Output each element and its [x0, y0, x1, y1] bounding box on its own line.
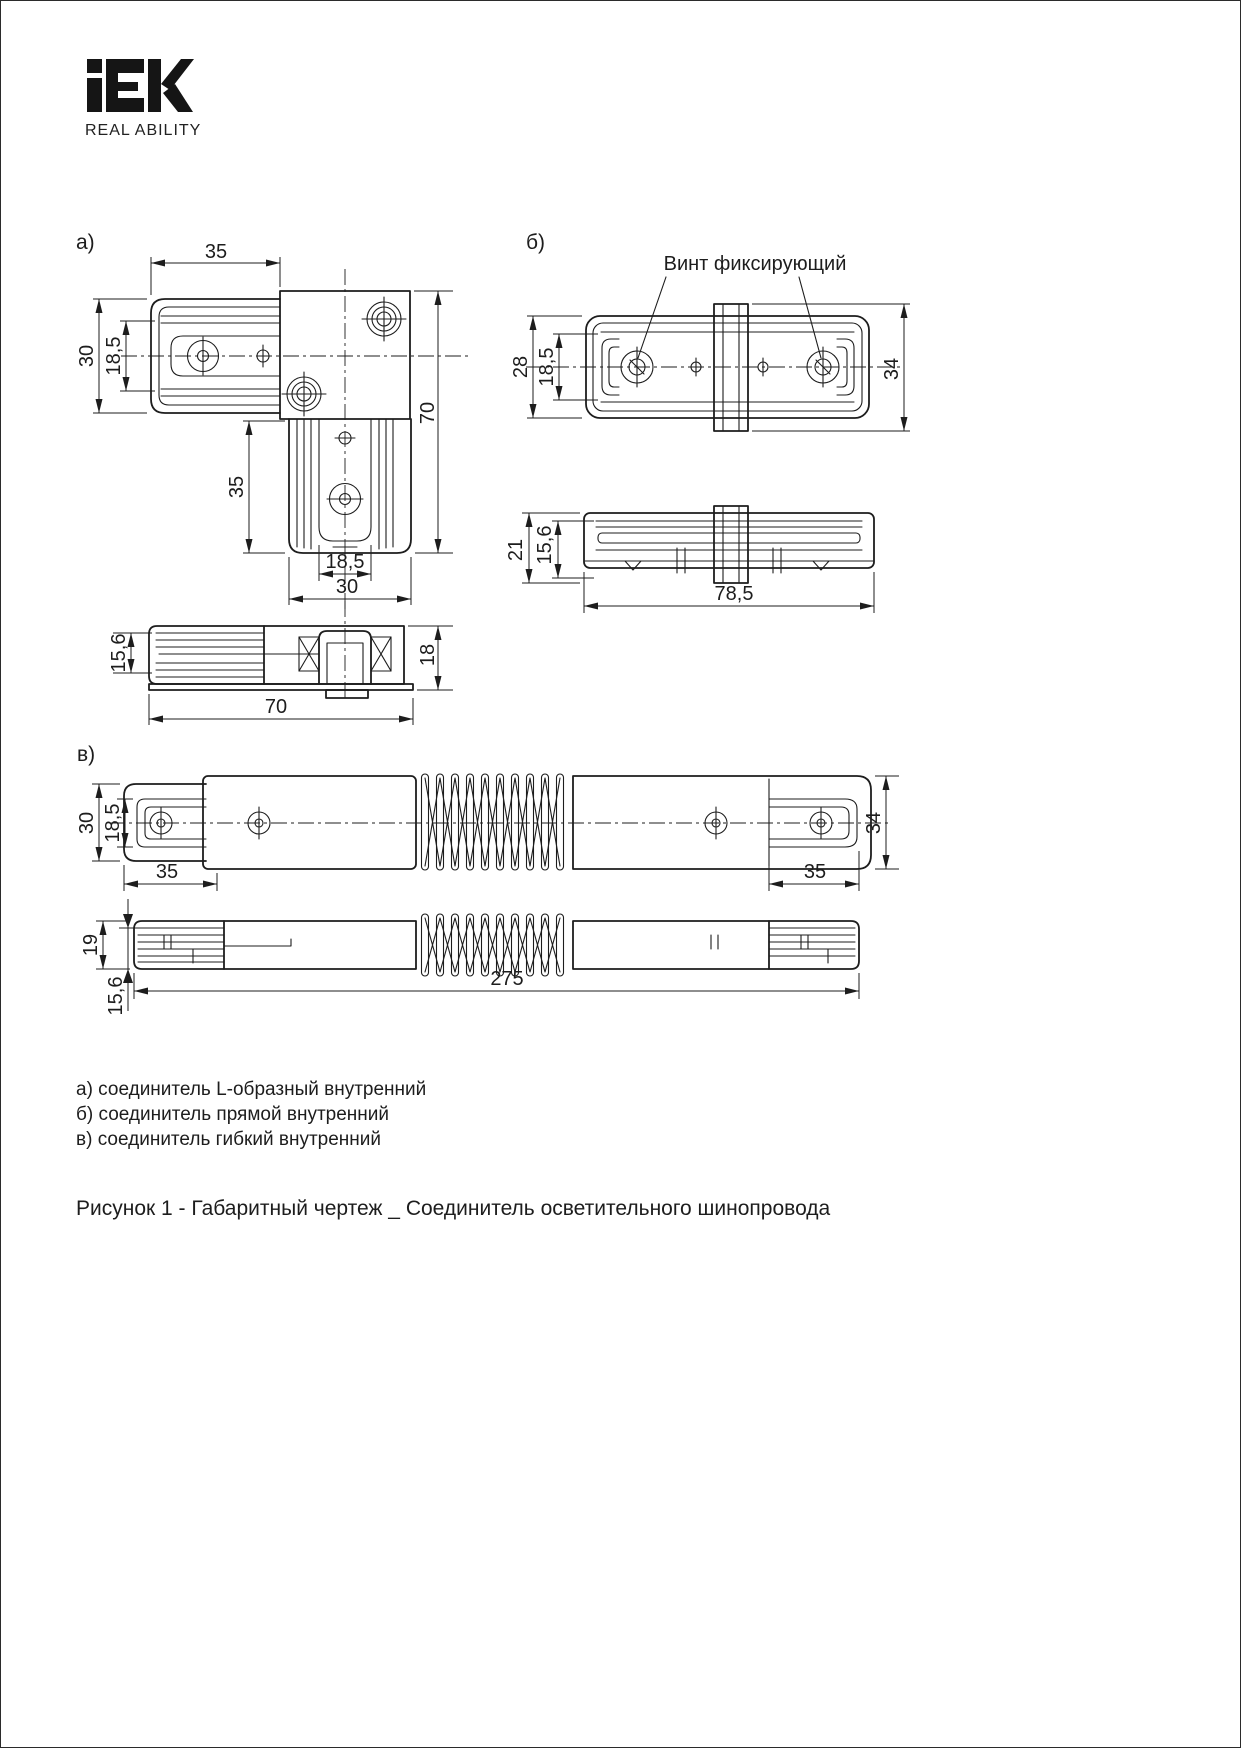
figure-a-section-hatch-right — [371, 637, 391, 671]
figure-a-label: а) — [76, 231, 95, 254]
figure-b-top-view — [526, 304, 901, 431]
figure-b-side-view — [584, 506, 874, 583]
dim-a-outer-height: 30 — [76, 344, 98, 368]
logo-tagline: REAL ABILITY — [85, 122, 202, 139]
dim-v-inner-height: 18,5 — [102, 803, 124, 843]
figure-b-screw-note: Винт фиксирующий — [663, 253, 847, 275]
dim-a-side-inner-height: 15,6 — [108, 633, 130, 673]
dim-v-outer-height: 30 — [76, 811, 98, 835]
figure-b-leader-lines — [638, 277, 821, 358]
figure-v — [76, 743, 899, 1015]
figure-item-captions — [76, 1077, 426, 1152]
dim-a-total-height: 70 — [417, 401, 439, 425]
dim-a-side-height: 18 — [417, 643, 439, 667]
dim-v-side-height: 19 — [80, 933, 102, 957]
dim-v-body-height: 34 — [863, 811, 885, 835]
figure-a — [76, 231, 471, 725]
dim-b-side-inner-height: 15,6 — [534, 525, 556, 565]
figure-v-bellows-top — [422, 774, 564, 870]
dim-v-right-end-width: 35 — [803, 861, 827, 883]
figure-v-side-view — [134, 914, 859, 976]
dim-a-inner-height: 18,5 — [103, 336, 125, 376]
figure-b-label: б) — [526, 231, 546, 254]
dim-b-tab-height: 34 — [881, 357, 903, 381]
dim-b-side-height: 21 — [505, 538, 527, 562]
caption-item-v: в) соединитель гибкий внутренний — [76, 1129, 382, 1150]
figure-a-side-view — [149, 601, 413, 701]
figure-v-bellows-side — [422, 914, 564, 976]
dim-b-length: 78,5 — [714, 583, 754, 605]
dim-a-side-length: 70 — [264, 696, 288, 718]
figure-caption: Рисунок 1 - Габаритный чертеж _ Соединитель осветительного шинопровода — [76, 1197, 831, 1220]
figure-a-screw-top — [362, 297, 406, 341]
figure-v-top-view — [109, 774, 889, 870]
figure-v-dimensions — [76, 776, 899, 1015]
figure-a-top-view — [121, 269, 471, 611]
dim-a-arm-width: 30 — [335, 576, 359, 598]
dim-b-inner-height: 18,5 — [536, 347, 558, 387]
dim-a-top-width: 35 — [204, 241, 228, 263]
caption-item-a: а) соединитель L-образный внутренний — [76, 1079, 427, 1100]
figure-b-dimensions — [505, 304, 910, 613]
dim-v-side-inner-height: 15,6 — [105, 976, 127, 1016]
dim-a-slot-width: 18,5 — [325, 551, 365, 573]
dim-a-arm-length: 35 — [226, 475, 248, 499]
figure-b — [505, 231, 910, 613]
dim-b-outer-height: 28 — [510, 355, 532, 379]
dim-v-left-end-width: 35 — [155, 861, 179, 883]
figure-a-screw-bottom — [282, 372, 326, 416]
dim-v-total-length: 275 — [490, 968, 524, 990]
caption-item-b: б) соединитель прямой внутренний — [76, 1104, 389, 1125]
technical-drawings — [1, 1, 1241, 1748]
figure-v-label: в) — [77, 743, 96, 766]
